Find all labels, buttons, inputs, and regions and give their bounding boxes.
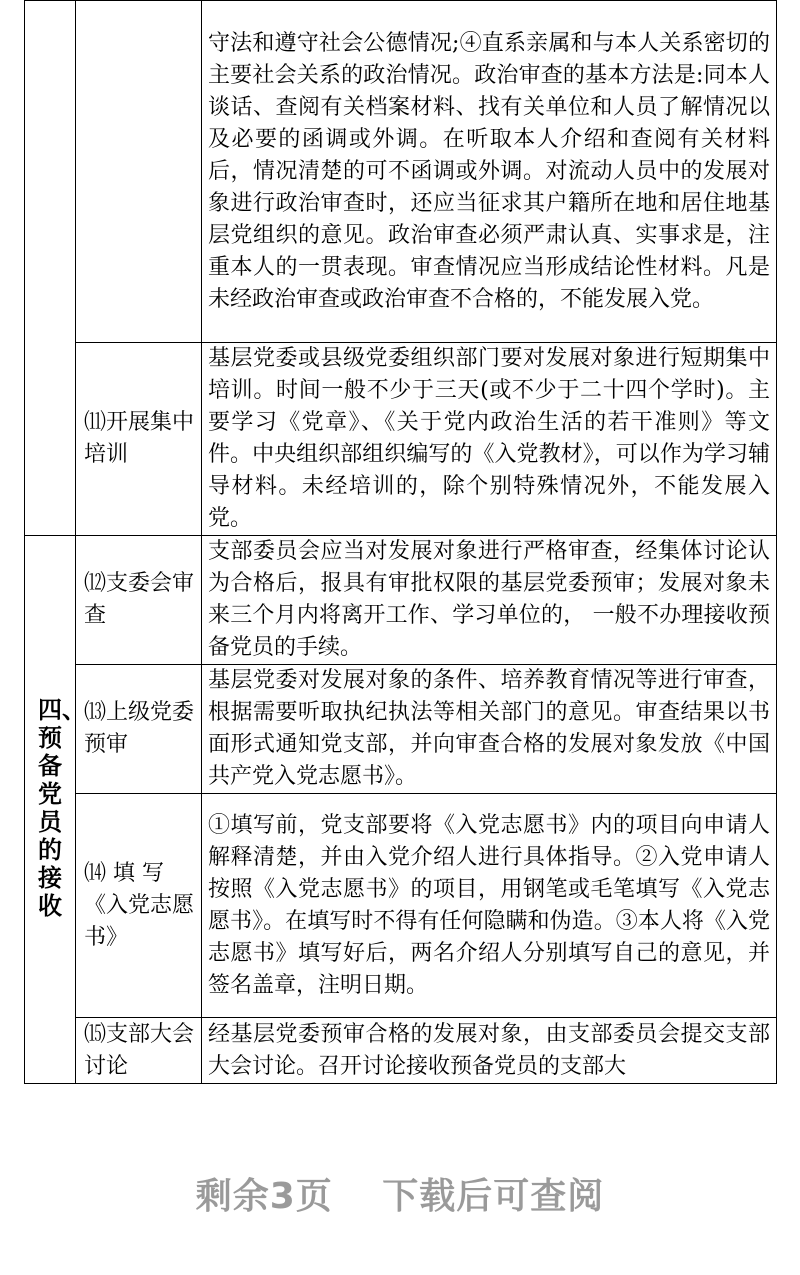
remaining-pages-text: 剩余3页: [195, 1176, 333, 1217]
content-text: ①填写前，党支部要将《入党志愿书》内的项目向申请人解释清楚，并由入党介绍人进行具体指导。②入党申请人按照《入党志愿书》的项目，用钢笔或毛笔填写《入党志愿书》。在填写时不得有任何隐瞒和伪造。③本人将《入党志愿书》填写好后，两名介绍人分别填写自己的意见，并签名盖章，注明日期。: [208, 812, 770, 998]
content-text: 基层党委或县级党委组织部门要对发展对象进行短期集中培训。时间一般不少于三天(或不少于二十四个学时)。主要学习《党章》、《关于党内政治生活的若干准则》等文件。中央组织部组织编写的《入党教材》，可以作为学习辅导材料。未经培训的，除个别特殊情况外，不能发展入党。: [208, 346, 770, 531]
content-text: 基层党委对发展对象的条件、培养教育情况等进行审查，根据需要听取执纪执法等相关部门的意见。审查结果以书面形式通知党支部，并向审查合格的发展对象发放《中国共产党入党志愿书》。: [208, 668, 770, 789]
stage-cell: [25, 536, 86, 1084]
step-label: ⑾开展集中培训: [84, 410, 195, 467]
table-row: [25, 665, 777, 794]
content-cell: [202, 794, 777, 1018]
table-row: [25, 1018, 777, 1084]
step-label: ⒁ 填 写《入党志愿书》: [84, 860, 195, 950]
step-label: ⑿支委会审查: [84, 571, 195, 628]
content-cell: [202, 665, 777, 794]
step-cell: [76, 1018, 202, 1084]
content-cell: [202, 343, 777, 536]
step-cell: [76, 536, 202, 665]
table-row: [25, 536, 777, 665]
table-row: [25, 1, 777, 343]
content-cell: [202, 536, 777, 665]
download-prompt[interactable]: [0, 1168, 800, 1219]
content-text: 经基层党委预审合格的发展对象，由支部委员会提交支部大会讨论。召开讨论接收预备党员的支部大: [208, 1021, 770, 1079]
stage-label: 四、预备党员的接收: [38, 694, 86, 920]
step-cell: [76, 794, 202, 1018]
stage-cell-previous: [25, 1, 76, 536]
document-table: [24, 0, 777, 1084]
table-row: [25, 343, 777, 536]
content-cell: [202, 1, 777, 343]
step-label: ⒂支部大会讨论: [84, 1021, 195, 1079]
table-row: [25, 794, 777, 1018]
step-cell-empty: [76, 1, 202, 343]
content-text: 守法和遵守社会公德情况;④直系亲属和与本人关系密切的主要社会关系的政治情况。政治审查的基本方法是:同本人谈话、查阅有关档案材料、找有关单位和人员了解情况以及必要的函调或外调。在听取本人介绍和查阅有关材料后，情况清楚的可不函调或外调。对流动人员中的发展对象进行政治审查时，还应当征求其户籍所在地和居住地基层党组织的意见。政治审查必须严肃认真、实事求是，注重本人的一贯表现。审查情况应当形成结论性材料。凡是未经政治审查或政治审查不合格的，不能发展入党。: [208, 30, 770, 312]
content-cell: [202, 1018, 777, 1084]
step-label: ⒀上级党委预审: [84, 700, 195, 757]
download-to-view-text: 下载后可查阅: [382, 1176, 605, 1217]
step-cell: [76, 343, 202, 536]
step-cell: [76, 665, 202, 794]
content-text: 支部委员会应当对发展对象进行严格审查，经集体讨论认为合格后，报具有审批权限的基层党委预审；发展对象未来三个月内将离开工作、学习单位的， 一般不办理接收预备党员的手续。: [208, 539, 770, 660]
